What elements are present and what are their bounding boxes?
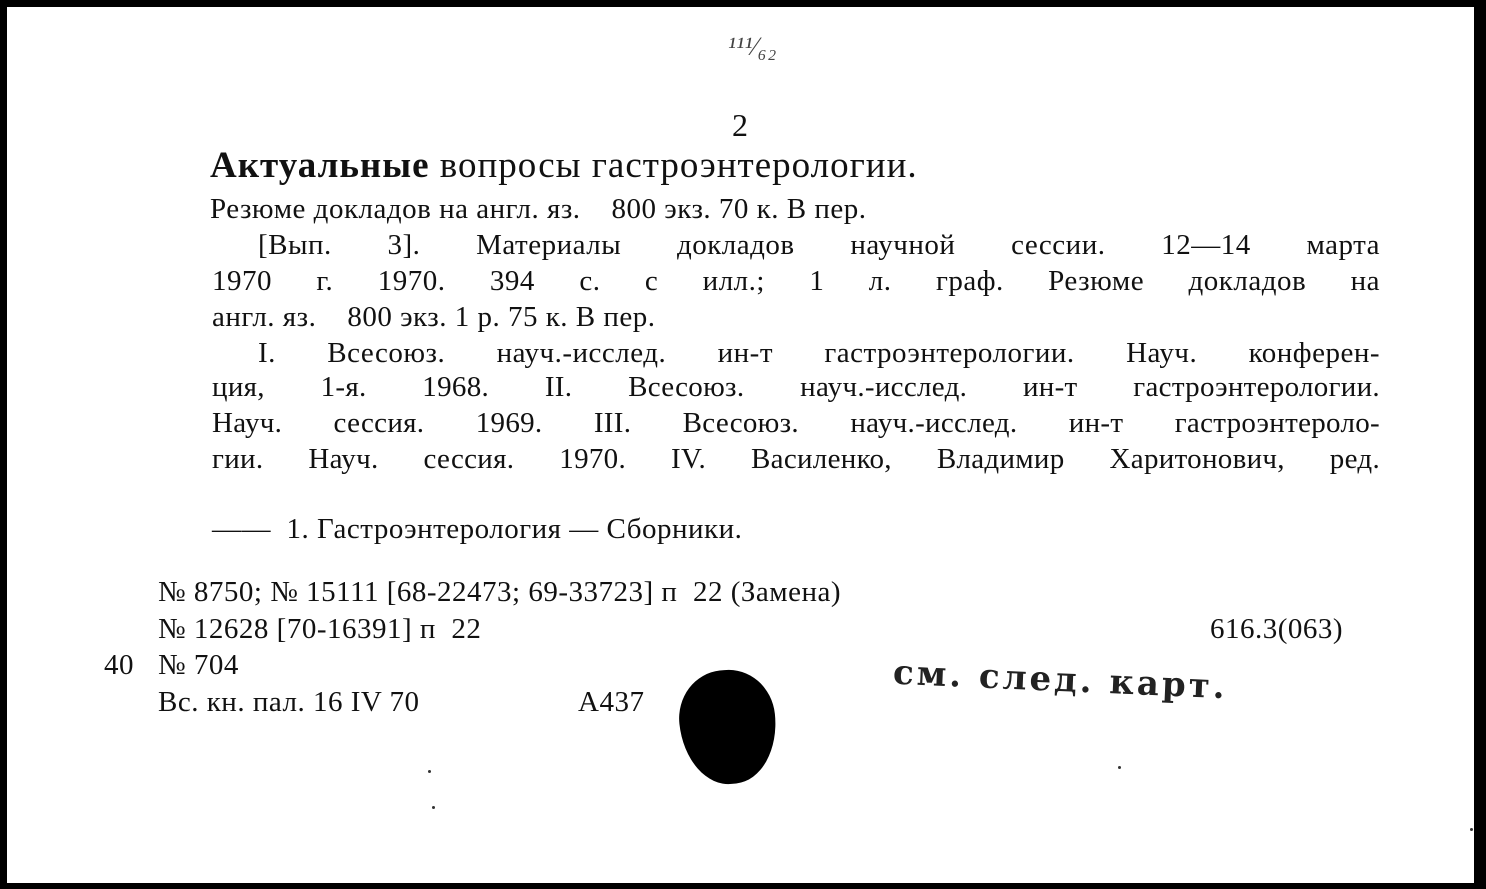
tracing-line-4: гии. Науч. сессия. 1970. IV. Василенко, Владимир Харитонович, ред. <box>212 443 1380 475</box>
numbers-line-1: № 8750; № 15111 [68-22473; 69-33723] п 22 (Замена) <box>158 576 842 608</box>
title <box>210 144 918 188</box>
tracing-line-1: I. Всесоюз. науч.-исслед. ин-т гастроэнтерологии. Науч. конферен- <box>258 337 1380 369</box>
subject-heading: —— 1. Гастроэнтерология — Сборники. <box>212 513 743 545</box>
issue-line-3: англ. яз. 800 экз. 1 р. 75 к. В пер. <box>212 301 656 333</box>
card-number: 2 <box>732 107 749 143</box>
see-next-card-stamp: см. след. карт. <box>892 652 1229 708</box>
title-bold-word: Актуальные <box>210 145 430 186</box>
resume-line: Резюме докладов на англ. яз. 800 экз. 70 к. В пер. <box>210 193 867 225</box>
speck <box>432 806 435 809</box>
handwritten-note: ¹¹¹⁄₆₂ <box>728 32 777 61</box>
numbers-line-2: № 12628 [70-16391] п 22 <box>158 613 482 645</box>
speck <box>1118 766 1121 769</box>
issue-line-1: [Вып. 3]. Материалы докладов научной сессии. 12—14 марта <box>258 229 1380 261</box>
udc-code: 616.3(063) <box>1210 613 1344 645</box>
speck <box>1470 828 1473 831</box>
catalog-code: А437 <box>578 686 645 718</box>
numbers-line-3: № 704 <box>158 649 239 681</box>
tracing-line-2: ция, 1-я. 1968. II. Всесоюз. науч.-исслед. ин-т гастроэнтерологии. <box>212 371 1380 403</box>
tracing-line-3: Науч. сессия. 1969. III. Всесоюз. науч.-исслед. ин-т гастроэнтероло- <box>212 407 1380 439</box>
copy-count: 40 <box>104 649 134 681</box>
title-rest: вопросы гастроэнтерологии. <box>429 145 918 186</box>
book-chamber-line: Вс. кн. пал. 16 IV 70 <box>158 686 420 718</box>
issue-line-2: 1970 г. 1970. 394 с. с илл.; 1 л. граф. Резюме докладов на <box>212 265 1380 297</box>
speck <box>428 770 431 773</box>
